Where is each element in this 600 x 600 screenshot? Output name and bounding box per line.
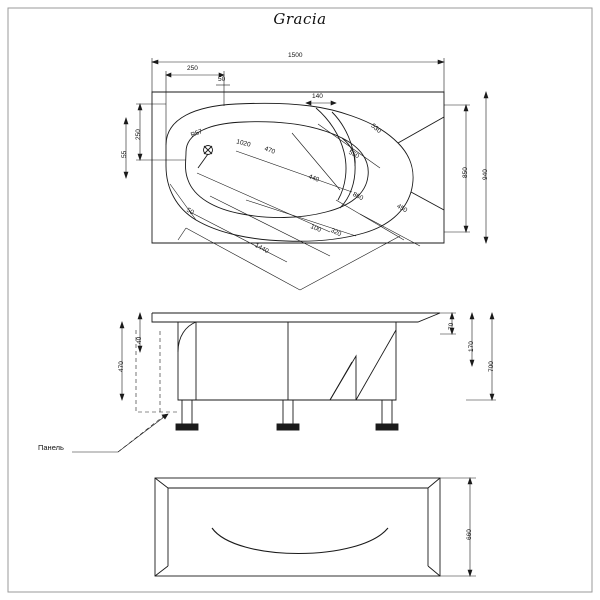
sheet-border [8, 8, 592, 592]
dim-height-700: 700 [488, 361, 495, 372]
dim-height-170: 170 [468, 341, 475, 352]
dim-len-530: 530 [369, 122, 383, 135]
dim-len-320: 320 [329, 227, 343, 239]
dim-inner-55: 55 [121, 150, 128, 158]
dim-left-offset: 250 [187, 65, 198, 72]
front-view-dimensions [72, 313, 496, 452]
panel-view-geometry [155, 478, 440, 576]
top-view-geometry [152, 92, 444, 243]
page-title: Gracia [273, 10, 327, 28]
dim-panel-height-660: 660 [466, 529, 473, 540]
dim-len-860: 860 [351, 191, 365, 203]
front-view-hidden-lines [118, 330, 178, 452]
dim-len-1020: 1020 [235, 138, 252, 149]
panel-view-dimensions [440, 478, 476, 576]
dim-len-1440: 1440 [253, 242, 270, 256]
dim-height-470: 470 [118, 361, 125, 372]
dim-height-40: 40 [136, 336, 143, 344]
panel-label: Панель [38, 443, 64, 452]
dim-len-450: 450 [395, 202, 409, 215]
dim-len-470: 470 [263, 145, 276, 156]
dim-len-440: 440 [307, 173, 320, 184]
front-view-geometry [152, 313, 440, 430]
dim-radius-r57: R57 [189, 128, 204, 140]
dim-len-550: 550 [347, 148, 361, 161]
dim-len-100: 100 [309, 223, 323, 234]
dim-len-50-left: 50 [185, 206, 195, 217]
dim-corner-50-top: 50 [218, 76, 226, 83]
dim-inner-250: 250 [135, 129, 142, 140]
dim-overall-width: 1500 [288, 52, 303, 59]
dim-height-850: 850 [462, 167, 469, 178]
dim-height-940: 940 [482, 169, 489, 180]
dim-inner-140: 140 [312, 93, 323, 100]
dim-height-70: 70 [448, 322, 455, 330]
top-view-dimensions [121, 58, 488, 290]
